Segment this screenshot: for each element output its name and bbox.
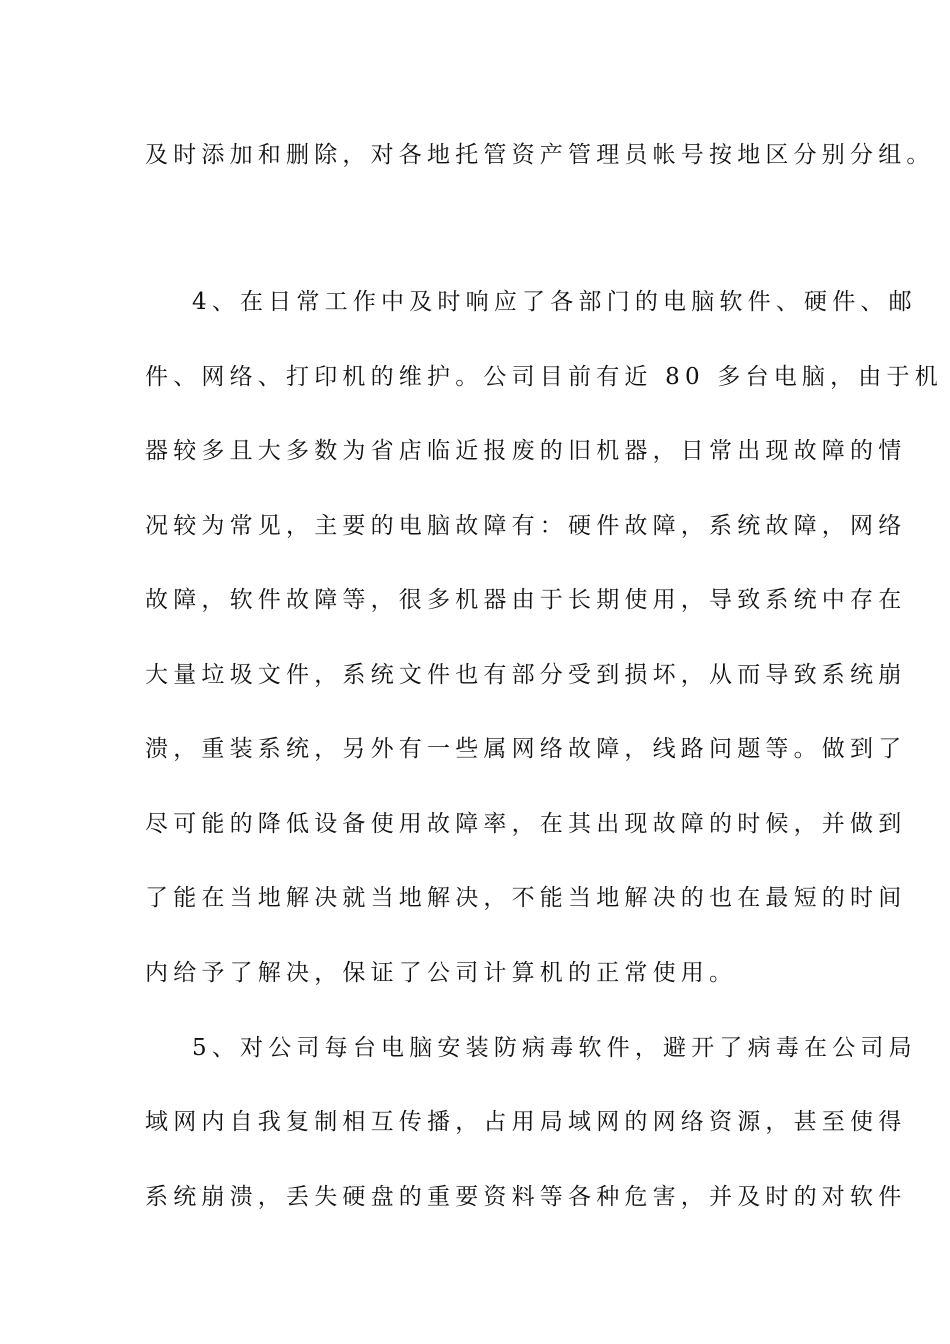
text-line: 5、对公司每台电脑安装防病毒软件，避开了病毒在公司局: [192, 1035, 917, 1061]
text-line: 尽可能的降低设备使用故障率，在其出现故障的时候，并做到: [145, 811, 907, 837]
text-line: 系统崩溃，丢失硬盘的重要资料等各种危害，并及时的对软件: [145, 1184, 907, 1210]
text-line: 件、网络、打印机的维护。公司目前有近 80 多台电脑，由于机: [145, 364, 943, 390]
text-line: 4、在日常工作中及时响应了各部门的电脑软件、硬件、邮: [192, 289, 917, 315]
text-line: 大量垃圾文件，系统文件也有部分受到损坏，从而导致系统崩: [145, 662, 907, 688]
text-line: 了能在当地解决就当地解决，不能当地解决的也在最短的时间: [145, 885, 907, 911]
text-line: 溃，重装系统，另外有一些属网络故障，线路问题等。做到了: [145, 736, 907, 762]
text-line: 域网内自我复制相互传播，占用局域网的网络资源，甚至使得: [145, 1109, 907, 1135]
text-line: 况较为常见，主要的电脑故障有：硬件故障，系统故障，网络: [145, 513, 907, 539]
text-line: 及时添加和删除，对各地托管资产管理员帐号按地区分别分组。: [145, 142, 935, 168]
text-line: 内给予了解决，保证了公司计算机的正常使用。: [145, 960, 738, 986]
text-line: 器较多且大多数为省店临近报废的旧机器，日常出现故障的情: [145, 438, 907, 464]
text-line: 故障，软件故障等，很多机器由于长期使用，导致系统中存在: [145, 587, 907, 613]
